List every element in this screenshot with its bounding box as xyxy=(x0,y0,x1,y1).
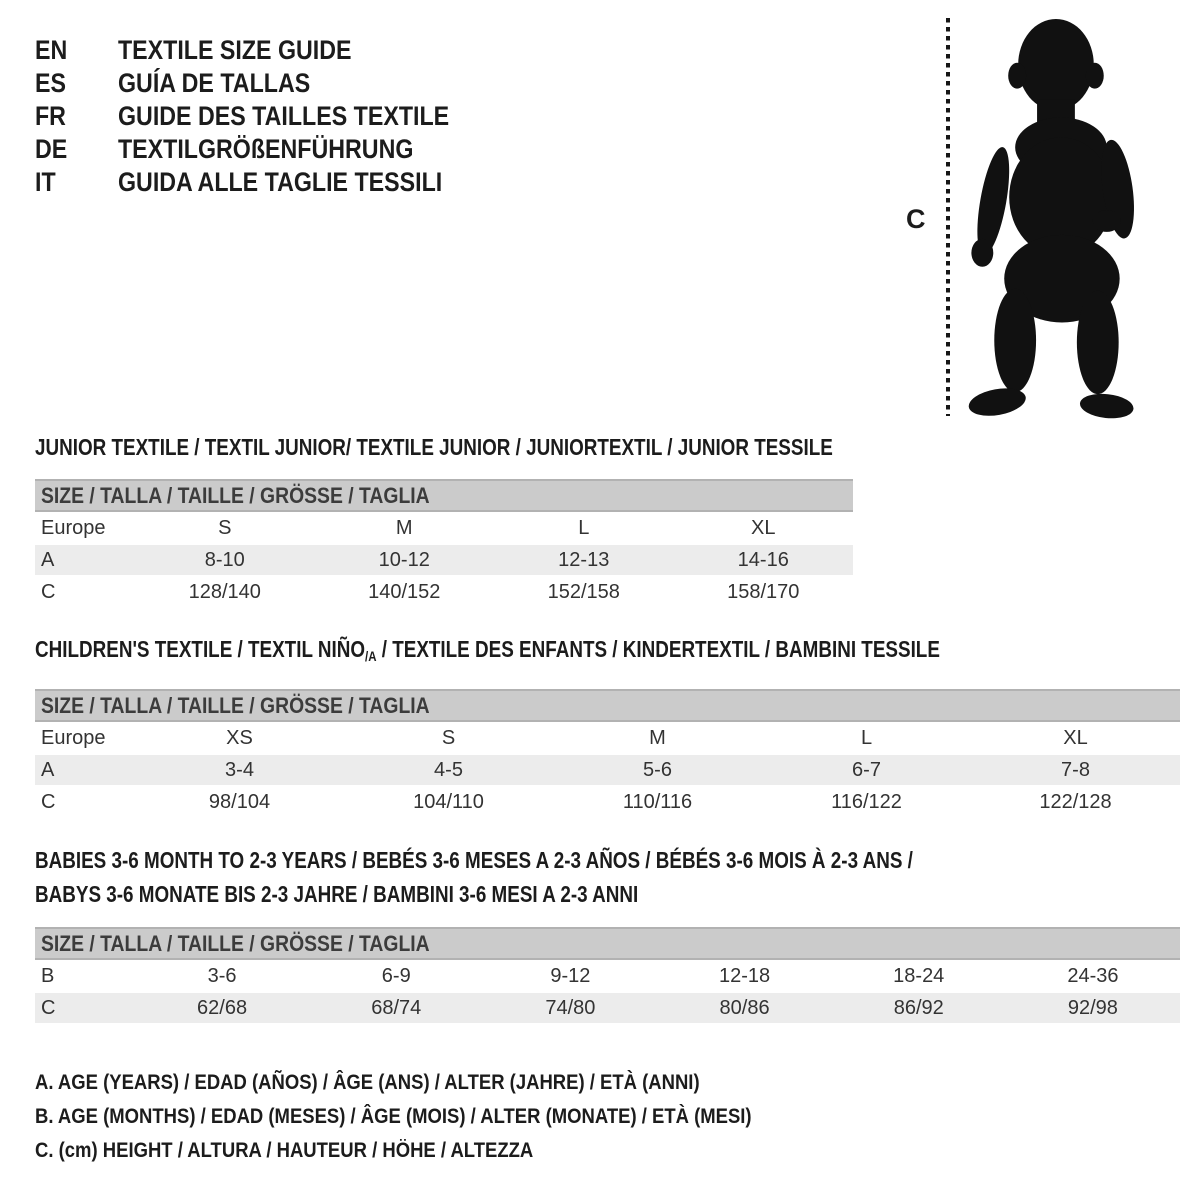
cell-value: 10-12 xyxy=(378,548,430,571)
babies-heading-line2: BABYS 3-6 MONATE BIS 2-3 JAHRE / BAMBINI 3-6 MESI A 2-3 ANNI xyxy=(35,881,639,907)
babies-heading-line1: BABIES 3-6 MONTH TO 2-3 YEARS / BEBÉS 3-6 MESES A 2-3 AÑOS / BÉBÉS 3-6 MOIS À 2-3 ANS / xyxy=(35,847,913,873)
children-heading-subscript: /A xyxy=(365,648,377,664)
cell-value: 122/128 xyxy=(1039,790,1112,813)
col-header: L xyxy=(578,516,590,539)
junior-row-age xyxy=(35,545,853,575)
row-label: C xyxy=(41,996,56,1019)
cell-value: 140/152 xyxy=(368,580,441,603)
cell-value: 24-36 xyxy=(1067,964,1119,987)
guide-title: GUIDE DES TAILLES TEXTILE xyxy=(118,101,450,131)
junior-columns-row xyxy=(35,513,853,543)
babies-size-table xyxy=(35,927,1180,1025)
cell-value: 12-13 xyxy=(558,548,610,571)
cell-value: 7-8 xyxy=(1061,758,1090,781)
language-code: EN xyxy=(35,35,68,65)
language-code: FR xyxy=(35,101,66,131)
children-row-height xyxy=(35,787,1180,817)
cell-value: 3-6 xyxy=(207,964,237,987)
col-header: M xyxy=(649,726,666,749)
col-header: L xyxy=(860,726,873,749)
cell-value: 128/140 xyxy=(188,580,261,603)
size-header-label: SIZE / TALLA / TAILLE / GRÖSSE / TAGLIA xyxy=(41,693,430,718)
cell-value: 3-4 xyxy=(225,758,254,781)
row-label: C xyxy=(41,790,56,813)
language-code: IT xyxy=(35,167,56,197)
cell-value: 68/74 xyxy=(371,996,422,1019)
cell-value: 18-24 xyxy=(893,964,945,987)
junior-row-height xyxy=(35,577,853,607)
cell-value: 14-16 xyxy=(737,548,789,571)
children-row-age xyxy=(35,755,1180,785)
legend-text-c: C. (cm) HEIGHT / ALTURA / HAUTEUR / HÖHE / ALTEZZA xyxy=(35,1139,534,1162)
cell-value: 98/104 xyxy=(208,790,271,813)
row-label: B xyxy=(41,964,55,987)
language-row-de xyxy=(35,133,503,166)
cell-value: 8-10 xyxy=(204,548,245,571)
cell-value: 6-9 xyxy=(381,964,411,987)
language-row-en xyxy=(35,34,503,67)
language-code: ES xyxy=(35,68,66,98)
cell-value: 92/98 xyxy=(1067,996,1118,1019)
height-measure-label: C xyxy=(906,204,926,234)
size-header-bar xyxy=(35,479,853,512)
language-row-it xyxy=(35,166,503,199)
col-header: M xyxy=(395,516,413,539)
legend-line-a xyxy=(35,1066,849,1100)
language-code: DE xyxy=(35,134,68,164)
children-heading-part1: CHILDREN'S TEXTILE / TEXTIL NIÑO xyxy=(35,636,366,662)
height-dashed-line-icon xyxy=(946,18,950,416)
measure-legend xyxy=(35,1066,849,1168)
size-header-bar xyxy=(35,927,1180,960)
legend-text-b: B. AGE (MONTHS) / EDAD (MESES) / ÂGE (MOIS) / ALTER (MONATE) / ETÀ (MESI) xyxy=(35,1105,752,1128)
toddler-silhouette-icon xyxy=(955,12,1145,420)
legend-line-c xyxy=(35,1134,849,1168)
cell-value: 152/158 xyxy=(547,580,620,603)
children-heading-part2: / TEXTILE DES ENFANTS / KINDERTEXTIL / BAMBINI TESSILE xyxy=(376,636,940,662)
cell-value: 158/170 xyxy=(727,580,800,603)
children-section-heading xyxy=(35,636,1139,664)
row-label: A xyxy=(41,758,55,781)
language-row-es xyxy=(35,67,503,100)
cell-value: 4-5 xyxy=(434,758,463,781)
cell-value: 116/122 xyxy=(831,790,902,813)
babies-row-age-months xyxy=(35,961,1180,991)
children-size-table xyxy=(35,689,1180,819)
babies-row-height xyxy=(35,993,1180,1023)
legend-text-a: A. AGE (YEARS) / EDAD (AÑOS) / ÂGE (ANS) / ALTER (JAHRE) / ETÀ (ANNI) xyxy=(35,1071,700,1094)
legend-line-b xyxy=(35,1100,849,1134)
size-header-bar xyxy=(35,689,1180,722)
cell-value: 74/80 xyxy=(545,996,596,1019)
cell-value: 104/110 xyxy=(413,790,484,813)
region-label: Europe xyxy=(41,516,106,539)
col-header: S xyxy=(218,516,232,539)
region-label: Europe xyxy=(41,726,106,749)
col-header: XL xyxy=(1063,726,1088,749)
size-header-label: SIZE / TALLA / TAILLE / GRÖSSE / TAGLIA xyxy=(41,483,430,508)
cell-value: 5-6 xyxy=(643,758,672,781)
guide-title: GUÍA DE TALLAS xyxy=(118,68,311,98)
children-columns-row xyxy=(35,723,1180,753)
junior-section-heading xyxy=(35,434,1008,461)
junior-size-table xyxy=(35,479,853,609)
cell-value: 62/68 xyxy=(197,996,248,1019)
size-header-label: SIZE / TALLA / TAILLE / GRÖSSE / TAGLIA xyxy=(41,931,430,956)
guide-title: TEXTILE SIZE GUIDE xyxy=(118,35,352,65)
col-header: XS xyxy=(226,726,253,749)
row-label: C xyxy=(41,580,56,603)
junior-heading-text: JUNIOR TEXTILE / TEXTIL JUNIOR/ TEXTILE JUNIOR / JUNIORTEXTIL / JUNIOR TESSILE xyxy=(35,434,833,460)
col-header: XL xyxy=(751,516,776,539)
cell-value: 110/116 xyxy=(622,790,693,813)
language-title-list xyxy=(35,34,503,199)
guide-title: GUIDA ALLE TAGLIE TESSILI xyxy=(118,167,443,197)
cell-value: 6-7 xyxy=(852,758,881,781)
cell-value: 9-12 xyxy=(550,964,591,987)
babies-section-heading xyxy=(35,843,1106,911)
col-header: S xyxy=(441,726,456,749)
row-label: A xyxy=(41,548,55,571)
children-heading-text xyxy=(35,636,940,664)
cell-value: 12-18 xyxy=(719,964,771,987)
language-row-fr xyxy=(35,100,503,133)
cell-value: 80/86 xyxy=(719,996,770,1019)
guide-title: TEXTILGRÖßENFÜHRUNG xyxy=(118,134,414,164)
cell-value: 86/92 xyxy=(893,996,944,1019)
